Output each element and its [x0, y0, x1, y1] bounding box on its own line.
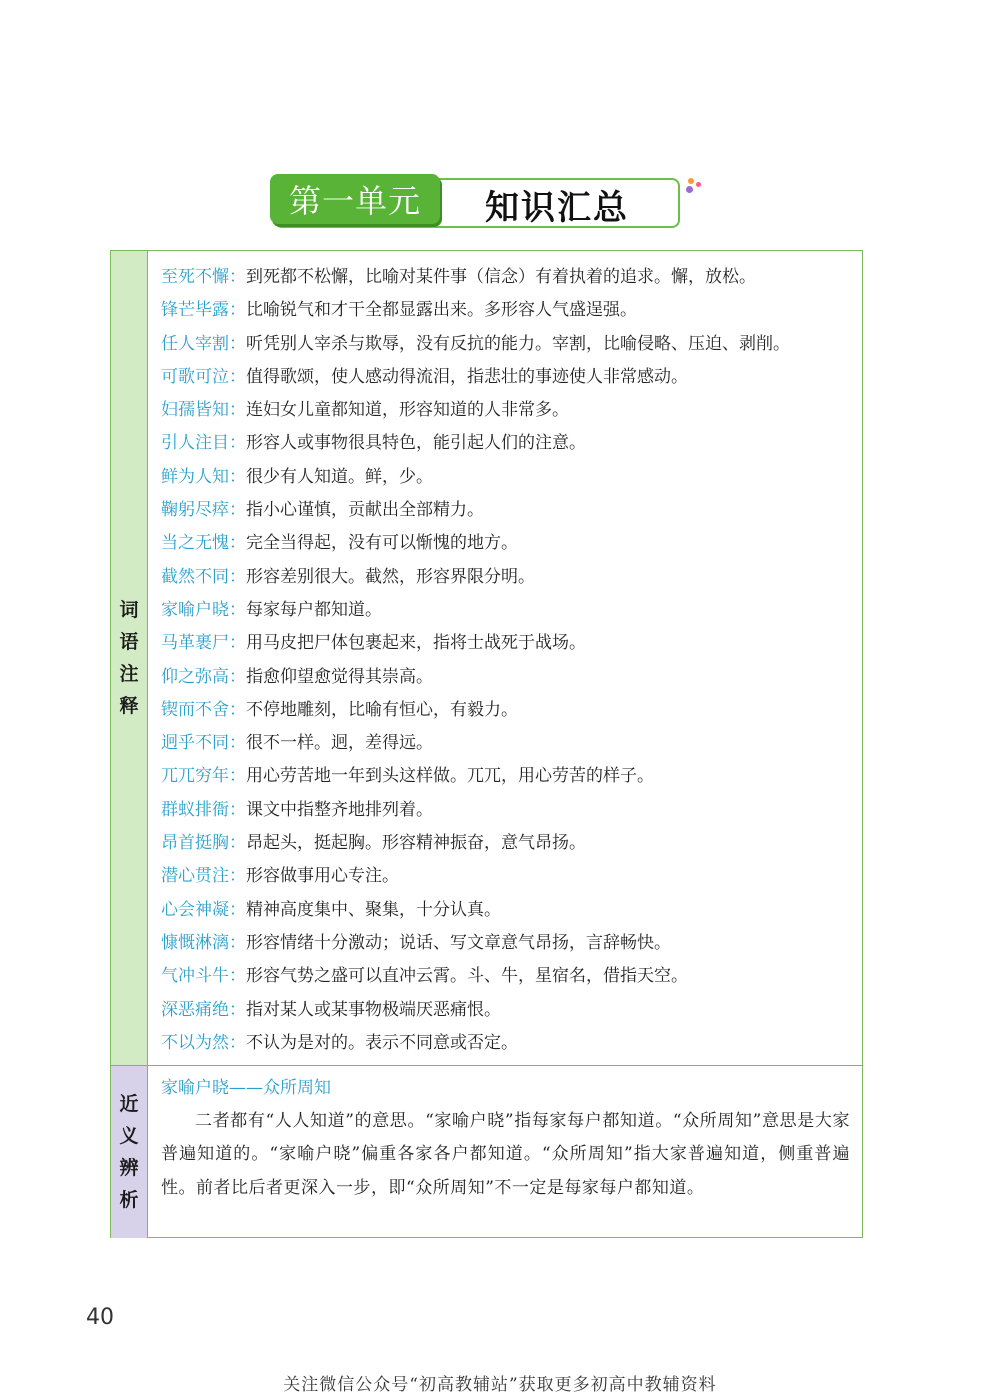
term-definition: 很不一样。迥，差得远。 [246, 733, 433, 754]
term-word: 昂首挺胸： [161, 833, 246, 854]
glossary-entry [161, 561, 854, 594]
side-char: 近 [119, 1093, 139, 1115]
term-definition: 值得歌颂，使人感动得流泪，指悲壮的事迹使人非常感动。 [246, 366, 688, 387]
term-word: 家喻户晓： [161, 599, 246, 620]
term-definition: 指小心谨慎，贡献出全部精力。 [246, 500, 484, 521]
glossary-entry [161, 328, 854, 361]
synonym-section [111, 1065, 862, 1238]
side-char: 语 [119, 631, 139, 653]
term-definition: 连妇女儿童都知道，形容知道的人非常多。 [246, 400, 569, 421]
term-definition: 每家每户都知道。 [246, 599, 382, 620]
term-word: 心会神凝： [161, 899, 246, 920]
footer-note: 关注微信公众号“初高教辅站”获取更多初高中教辅资料 [283, 1375, 717, 1395]
glossary-entry [161, 1027, 854, 1060]
side-char: 释 [119, 695, 139, 717]
term-word: 至死不懈： [161, 267, 246, 287]
glossary-entry [161, 427, 854, 460]
unit-title-banner [270, 174, 680, 230]
glossary-entry [161, 760, 854, 793]
glossary-entry [161, 594, 854, 627]
glossary-entry [161, 794, 854, 827]
glossary-entry [161, 827, 854, 860]
term-word: 兀兀穷年： [161, 766, 246, 787]
term-definition: 用马皮把尸体包裹起来，指将士战死于战场。 [246, 633, 586, 654]
term-word: 仰之弥高： [161, 666, 246, 687]
glossary-entry [161, 727, 854, 760]
term-word: 深恶痛绝： [161, 999, 246, 1020]
term-word: 群蚁排衙： [161, 799, 246, 820]
term-definition: 课文中指整齐地排列着。 [246, 799, 433, 820]
term-definition: 听凭别人宰杀与欺辱，没有反抗的能力。宰割，比喻侵略、压迫、剥削。 [246, 333, 790, 354]
glossary-entry [161, 994, 854, 1027]
glossary-entry [161, 661, 854, 694]
term-word: 鲜为人知： [161, 466, 246, 487]
glossary-entry [161, 461, 854, 494]
term-definition: 到死都不松懈，比喻对某件事（信念）有着执着的追求。懈，放松。 [246, 267, 756, 287]
page-number: 40 [86, 1305, 114, 1330]
term-word: 鞠躬尽瘁： [161, 500, 246, 521]
side-char: 辨 [119, 1157, 139, 1179]
side-char: 注 [119, 663, 139, 685]
synonym-heading: 家喻户晓——众所周知 [161, 1078, 331, 1098]
glossary-entry [161, 494, 854, 527]
decorative-dots-icon [684, 178, 704, 194]
glossary-section [111, 251, 862, 1065]
side-char: 析 [119, 1189, 139, 1211]
term-definition: 形容情绪十分激动；说话、写文章意气昂扬，言辞畅快。 [246, 932, 671, 953]
term-definition: 用心劳苦地一年到头这样做。兀兀，用心劳苦的样子。 [246, 766, 654, 787]
glossary-entry [161, 960, 854, 993]
glossary-entry [161, 394, 854, 427]
term-word: 当之无愧： [161, 533, 246, 554]
term-word: 慷慨淋漓： [161, 932, 246, 953]
glossary-entry [161, 894, 854, 927]
term-definition: 指愈仰望愈觉得其崇高。 [246, 666, 433, 687]
glossary-entry [161, 361, 854, 394]
glossary-entry [161, 527, 854, 560]
term-definition: 昂起头，挺起胸。形容精神振奋，意气昂扬。 [246, 833, 586, 854]
term-definition: 很少有人知道。鲜，少。 [246, 466, 433, 487]
glossary-list [161, 261, 854, 1060]
knowledge-table [110, 250, 863, 1238]
glossary-entry [161, 627, 854, 660]
term-word: 迥乎不同： [161, 733, 246, 754]
term-definition: 形容气势之盛可以直冲云霄。斗、牛，星宿名，借指天空。 [246, 966, 688, 987]
synonym-side-label [111, 1066, 148, 1238]
term-definition: 不认为是对的。表示不同意或否定。 [246, 1032, 518, 1053]
term-definition: 精神高度集中、聚集，十分认真。 [246, 899, 501, 920]
term-word: 任人宰割： [161, 333, 246, 354]
glossary-entry [161, 294, 854, 327]
term-definition: 不停地雕刻，比喻有恒心，有毅力。 [246, 699, 518, 720]
glossary-entry [161, 261, 854, 294]
term-definition: 完全当得起，没有可以惭愧的地方。 [246, 533, 518, 554]
glossary-entry [161, 927, 854, 960]
term-word: 截然不同： [161, 566, 246, 587]
side-char: 义 [119, 1125, 139, 1147]
synonym-body: 二者都有“人人知道”的意思。“家喻户晓”指每家每户都知道。“众所周知”意思是大家普遍知道的。“家喻户晓”偏重各家各户都知道。“众所周知”指大家普遍知道，侧重普遍性。前者比后者更深入一步，即“众所周知”不一定是每家每户都知道。 [161, 1111, 850, 1198]
term-word: 马革裹尸： [161, 633, 246, 654]
term-definition: 比喻锐气和才干全都显露出来。多形容人气盛逞强。 [246, 300, 637, 321]
term-word: 锋芒毕露： [161, 300, 246, 321]
term-definition: 形容人或事物很具特色，能引起人们的注意。 [246, 433, 586, 454]
glossary-entry [161, 860, 854, 893]
side-char: 词 [119, 599, 139, 621]
glossary-entry [161, 694, 854, 727]
unit-label: 第一单元 [270, 174, 440, 224]
term-word: 潜心贯注： [161, 866, 246, 887]
term-definition: 形容做事用心专注。 [246, 866, 399, 887]
glossary-side-label [111, 251, 148, 1065]
term-word: 不以为然： [161, 1032, 246, 1053]
term-definition: 指对某人或某事物极端厌恶痛恨。 [246, 999, 501, 1020]
term-word: 气冲斗牛： [161, 966, 246, 987]
term-word: 锲而不舍： [161, 699, 246, 720]
section-title: 知识汇总 [485, 188, 629, 228]
synonym-content [161, 1072, 850, 1205]
term-word: 可歌可泣： [161, 366, 246, 387]
term-word: 引人注目： [161, 433, 246, 454]
term-definition: 形容差别很大。截然，形容界限分明。 [246, 566, 535, 587]
term-word: 妇孺皆知： [161, 400, 246, 421]
